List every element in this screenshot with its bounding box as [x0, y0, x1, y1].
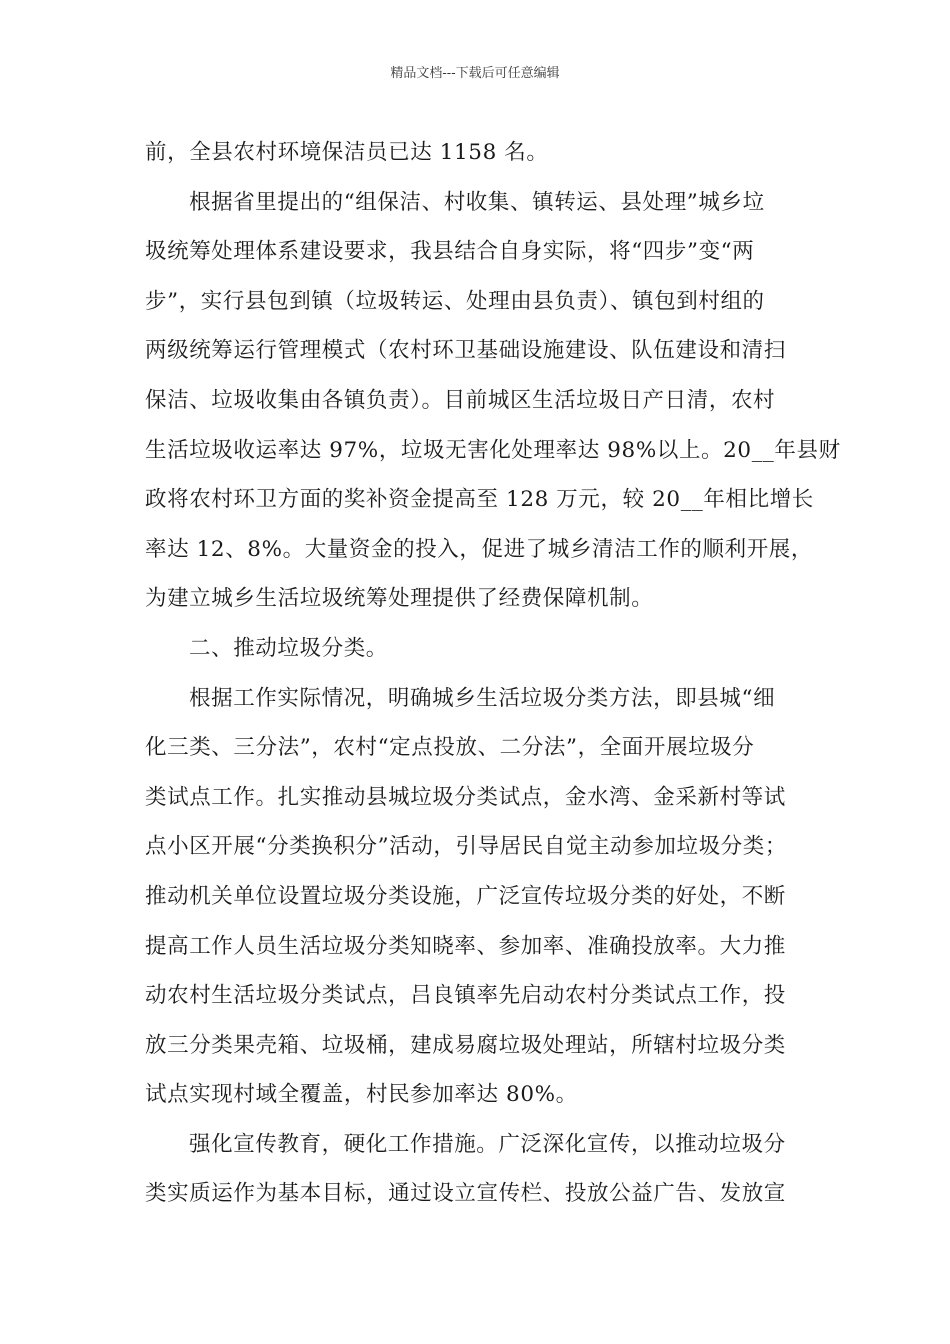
text-line: 推动机关单位设置垃圾分类设施，广泛宣传垃圾分类的好处，不断 [145, 883, 786, 909]
text-line: 根据省里提出的“组保洁、村收集、镇转运、县处理”城乡垃 [189, 189, 765, 215]
text-line: 政将农村环卫方面的奖补资金提高至 128 万元，较 20__年相比增长 [145, 487, 814, 513]
text-line: 为建立城乡生活垃圾统筹处理提供了经费保障机制。 [145, 586, 654, 612]
text-line: 步”，实行县包到镇（垃圾转运、处理由县负责）、镇包到村组的 [145, 288, 765, 314]
text-line: 类实质运作为基本目标，通过设立宣传栏、投放公益广告、发放宣 [145, 1181, 786, 1207]
text-line: 保洁、垃圾收集由各镇负责）。目前城区生活垃圾日产日清，农村 [145, 387, 776, 413]
document-body [145, 128, 841, 1219]
section-heading: 二、推动垃圾分类。 [189, 635, 388, 661]
page-header: 精品文档---下载后可任意编辑 [390, 66, 560, 81]
text-line: 圾统筹处理体系建设要求，我县结合自身实际，将“四步”变“两 [145, 239, 755, 265]
text-line: 率达 12、8%。大量资金的投入，促进了城乡清洁工作的顺利开展， [145, 536, 814, 562]
text-line: 根据工作实际情况，明确城乡生活垃圾分类方法，即县城“细 [189, 685, 776, 711]
text-line: 强化宣传教育，硬化工作措施。广泛深化宣传，以推动垃圾分 [189, 1131, 786, 1157]
text-line: 提高工作人员生活垃圾分类知晓率、参加率、准确投放率。大力推 [145, 933, 786, 959]
text-line: 试点实现村域全覆盖，村民参加率达 80%。 [145, 1082, 578, 1108]
text-line: 动农村生活垃圾分类试点，吕良镇率先启动农村分类试点工作，投 [145, 983, 786, 1009]
text-line: 化三类、三分法”，农村“定点投放、二分法”，全面开展垃圾分 [145, 735, 755, 761]
text-line: 类试点工作。扎实推动县城垃圾分类试点，金水湾、金采新村等试 [145, 784, 786, 810]
text-line: 两级统筹运行管理模式（农村环卫基础设施建设、队伍建设和清扫 [145, 338, 786, 364]
text-line: 生活垃圾收运率达 97%，垃圾无害化处理率达 98%以上。20__年县财 [145, 437, 841, 463]
text-line: 前，全县农村环境保洁员已达 1158 名。 [145, 140, 549, 165]
text-line: 放三分类果壳箱、垃圾桶，建成易腐垃圾处理站，所辖村垃圾分类 [145, 1032, 786, 1058]
text-line: 点小区开展“分类换积分”活动，引导居民自觉主动参加垃圾分类； [145, 834, 787, 860]
